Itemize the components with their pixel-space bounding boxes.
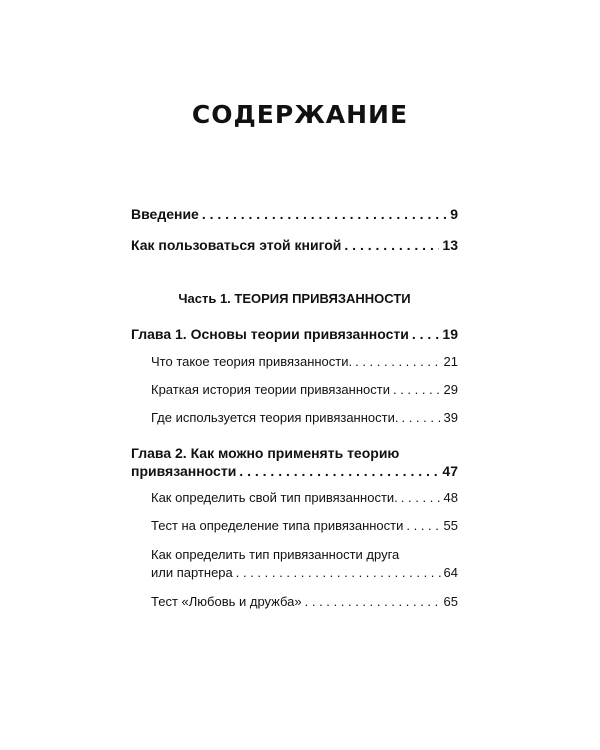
toc-entry-ch1-section-3[interactable] — [151, 409, 458, 427]
toc-entry-label: Краткая история теории привязанности — [151, 382, 390, 397]
toc-entry-ch2-section-3-line1[interactable]: Как определить тип привязанности друга — [151, 547, 400, 562]
toc-entry-label: Что такое теория привязанности. — [151, 354, 353, 369]
toc-entry-page: 65 — [443, 594, 458, 609]
leader-dots — [401, 489, 441, 507]
toc-entry-page: 21 — [443, 354, 458, 369]
toc-entry-label: Введение — [131, 206, 199, 222]
toc-entry-label: Как определить свой тип привязанности. — [151, 490, 398, 505]
toc-entry-label: Тест «Любовь и дружба» — [151, 594, 302, 609]
toc-entry-ch2-section-3[interactable] — [151, 564, 458, 582]
leader-dots — [393, 381, 441, 399]
leader-dots — [406, 517, 440, 535]
leader-dots — [344, 236, 439, 254]
toc-entry-page: 19 — [442, 326, 458, 342]
toc-entry-intro[interactable] — [131, 205, 458, 223]
leader-dots — [236, 564, 441, 582]
toc-entry-howto[interactable] — [131, 236, 458, 254]
page-title: СОДЕРЖАНИЕ — [191, 100, 409, 129]
toc-entry-label: или партнера — [151, 565, 233, 580]
toc-entry-label: привязанности — [131, 463, 237, 479]
toc-entry-chapter-2-line1[interactable]: Глава 2. Как можно применять теорию — [131, 445, 400, 461]
toc-entry-page: 13 — [442, 237, 458, 253]
toc-entry-page: 64 — [443, 565, 458, 580]
toc-entry-page: 9 — [450, 206, 458, 222]
toc-entry-chapter-2[interactable] — [131, 462, 458, 480]
toc-entry-ch1-section-2[interactable] — [151, 381, 458, 399]
toc-entry-page: 47 — [442, 463, 458, 479]
leader-dots — [305, 593, 441, 611]
toc-entry-label: Глава 1. Основы теории привязанности — [131, 326, 409, 342]
leader-dots — [401, 409, 440, 427]
toc-entry-chapter-1[interactable] — [131, 325, 458, 343]
leader-dots — [239, 462, 439, 480]
toc-entry-label: Где используется теория привязанности. — [151, 410, 399, 425]
leader-dots — [412, 325, 440, 343]
toc-entry-ch1-section-1[interactable] — [151, 353, 458, 371]
toc-entry-page: 39 — [443, 410, 458, 425]
toc-entry-ch2-section-1[interactable] — [151, 489, 458, 507]
toc-entry-label: Тест на определение типа привязанности — [151, 518, 404, 533]
leader-dots — [355, 353, 440, 371]
toc-entry-ch2-section-2[interactable] — [151, 517, 458, 535]
leader-dots — [202, 205, 447, 223]
part-heading: Часть 1. ТЕОРИЯ ПРИВЯЗАННОСТИ — [178, 291, 411, 306]
toc-entry-ch2-section-4[interactable] — [151, 593, 458, 611]
toc-entry-label: Как пользоваться этой книгой — [131, 237, 342, 253]
toc-entry-page: 29 — [443, 382, 458, 397]
toc-entry-page: 55 — [443, 518, 458, 533]
toc-entry-page: 48 — [443, 490, 458, 505]
